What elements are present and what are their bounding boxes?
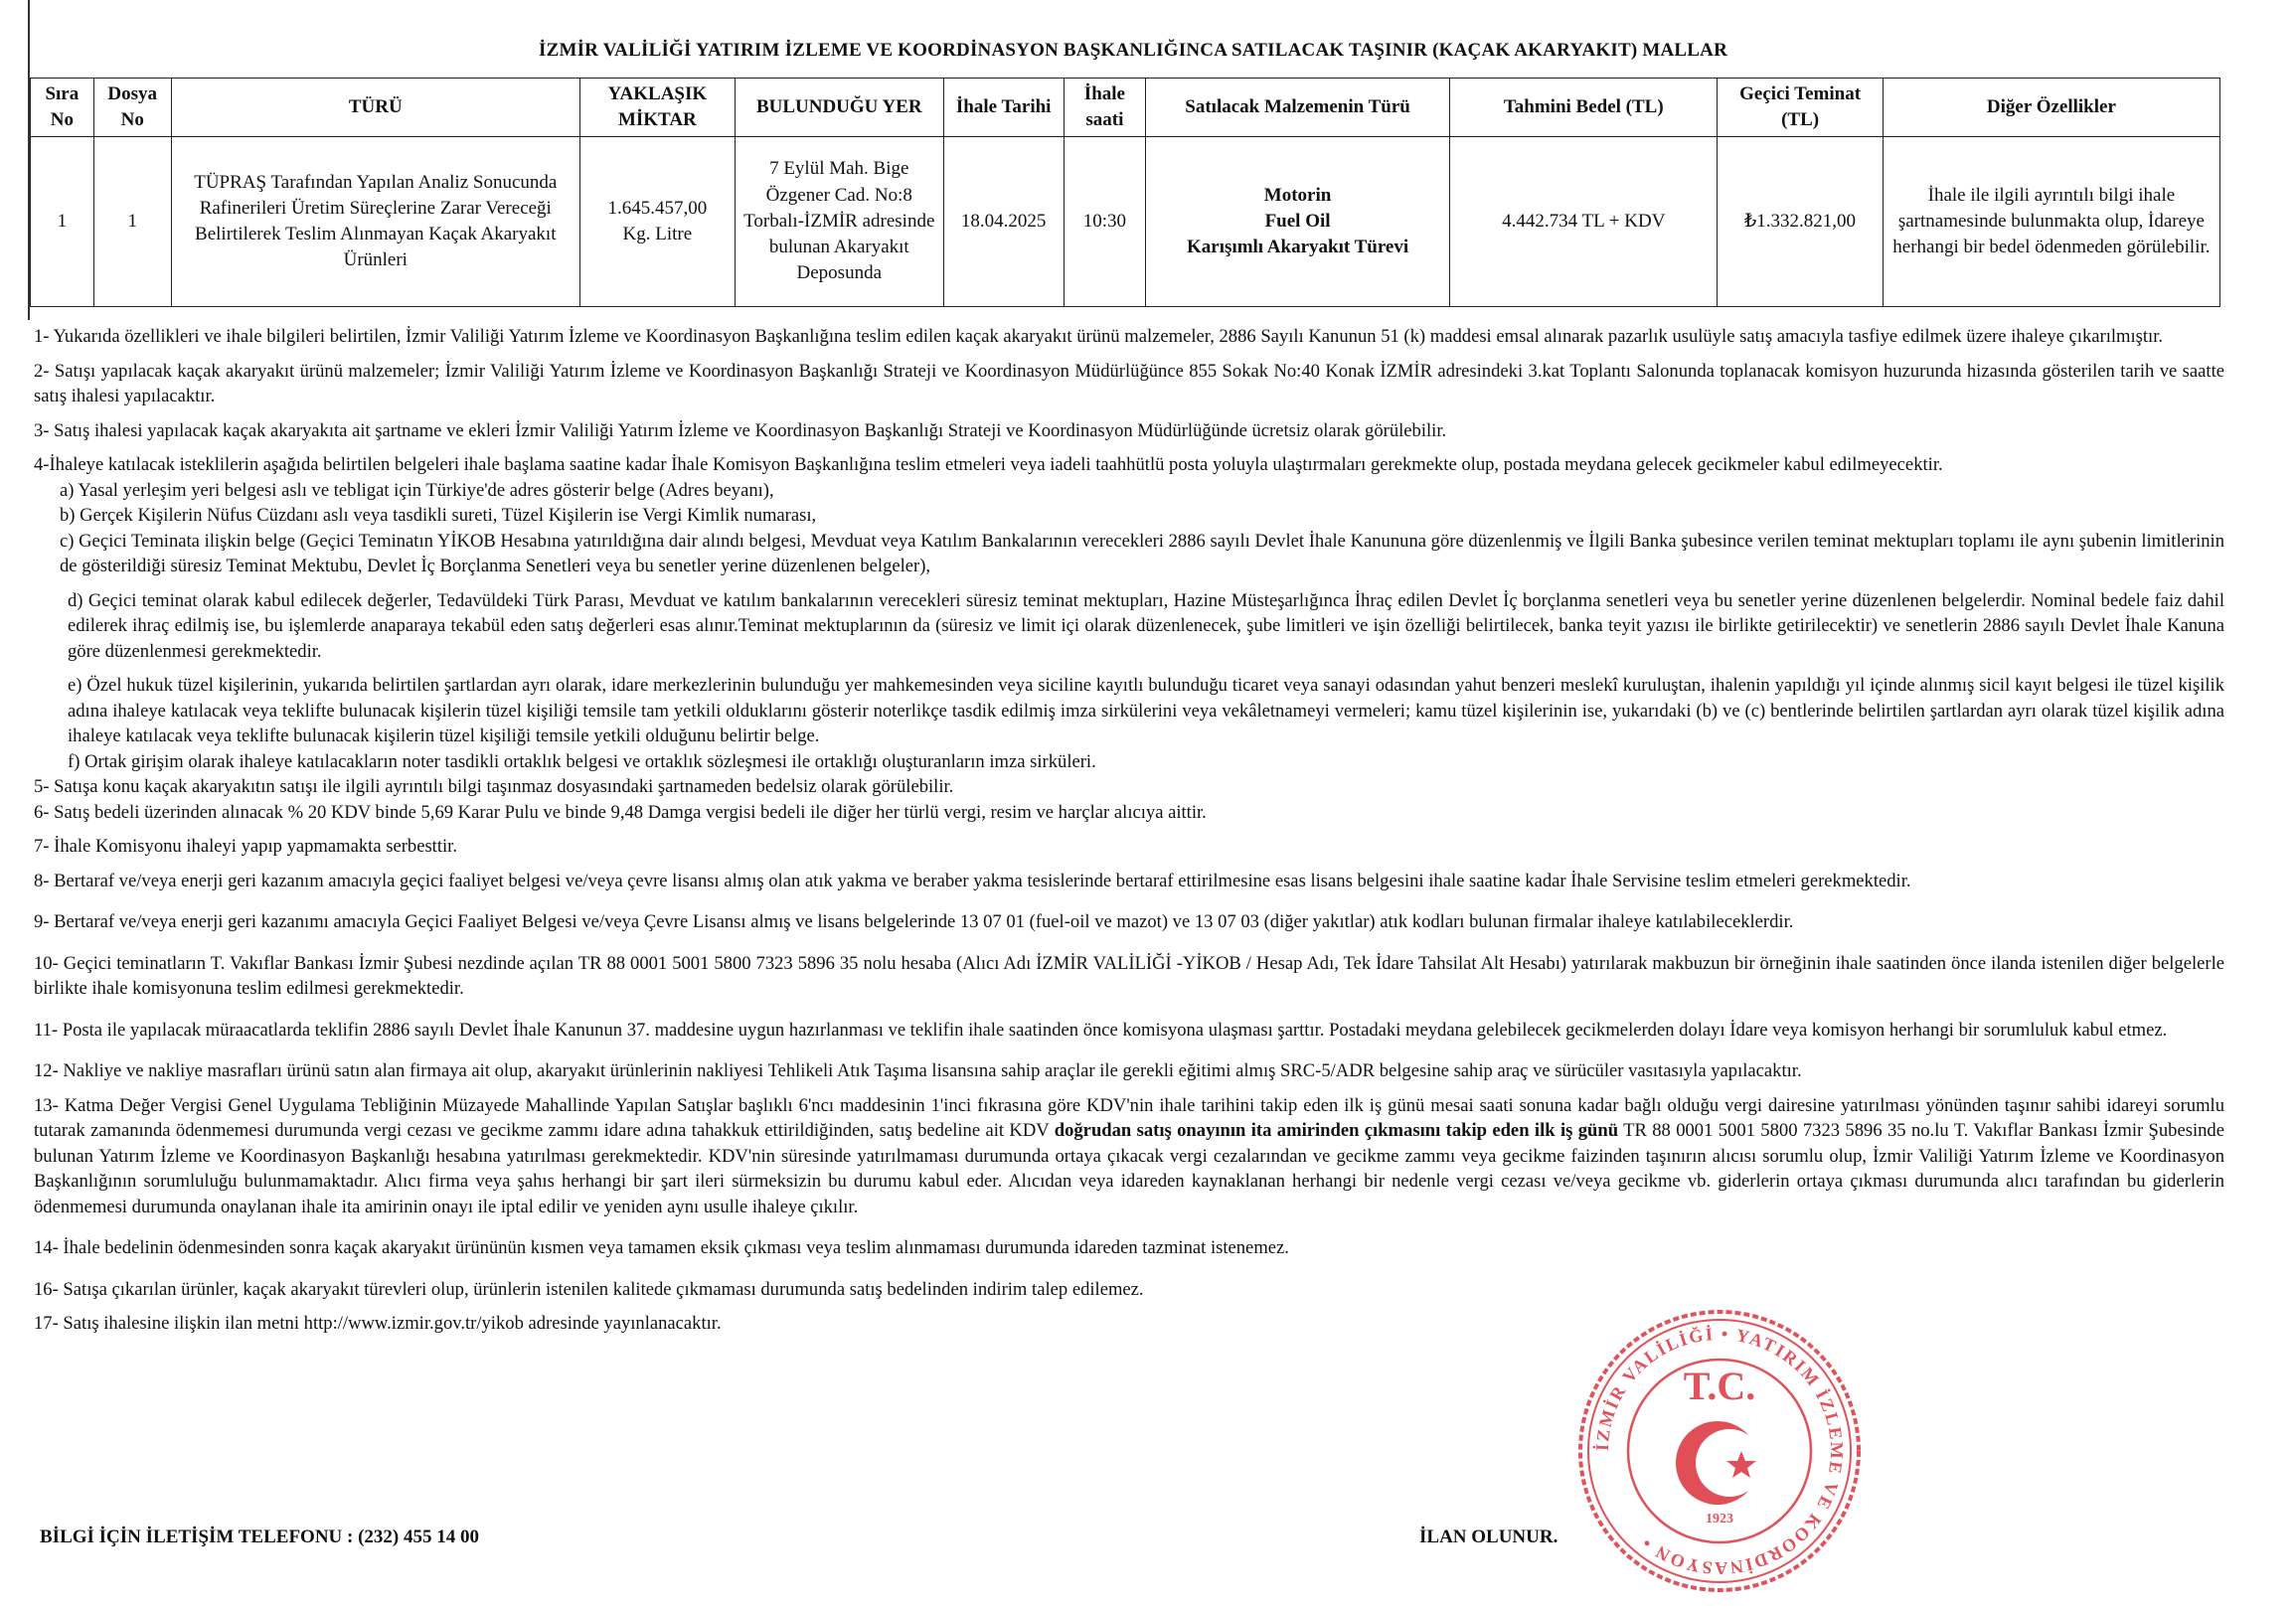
stamp-tc-text: T.C. [1683,1364,1756,1408]
crescent-star-icon [1676,1421,1763,1505]
table-header-row [31,79,2220,137]
item-4e: e) Özel hukuk tüzel kişilerinin, yukarıda belirtilen şartlardan ayrı olarak, idare merkezlerinin bulunduğu yer mahkemesinden veya siciline kayıtlı bulunduğu ticaret veya sanayi odasından yahut benzeri meslekî kuruluştan, ihalenin yapıldığı yıl içinde alınmış sicil kayıt belgesi ile tüzel kişilik adına ihaleye katılacak veya teklifte bulunacak kişilerin tüzel kişiliği temsile tam yetkili olduklarını gösterir noterlikçe tasdik edilmiş imza sirkülerini veya vekâletnameyi vermeleri; kamu tüzel kişilerinin ise, yukarıdaki (b) ve (c) bentlerinde belirtilen şartlardan ayrı olarak tüzel kişilik adına ihaleye katılacak veya teklifte bulunacak kişilerin tüzel kişiliği temsile yetkili olduğunu belirtir belge. [68,675,2224,746]
miktar-unit: Kg. Litre [622,224,693,244]
cell-teminat: ₺1.332.821,00 [1718,137,1883,307]
item-8: 8- Bertaraf ve/veya enerji geri kazanım amacıyla geçici faaliyet belgesi ve/veya çevre lisansı almış olan atık yakma ve beraber yakma tesislerinde bertaraf ettirilmesine esas lisans belgesini ihale saatine kadar İhale Servisine teslim etmeleri gerekmektedir. [34,870,1911,891]
auction-table [30,78,2220,307]
miktar-value: 1.645.457,00 [607,197,708,219]
cell-turu: TÜPRAŞ Tarafından Yapılan Analiz Sonucunda Rafinerileri Üretim Süreçlerine Zarar Vereceği Belirtilerek Teslim Alınmayan Kaçak Akaryakıt Ürünleri [171,137,579,307]
item-5: 5- Satışa konu kaçak akaryakıtın satışı ile ilgili ayrıntılı bilgi taşınmaz dosyasındaki şartnameden bedelsiz olarak görülebilir. [34,776,954,797]
item-13-part-a: 13- Katma Değer Vergisi Genel Uygulama Tebliğinin Müzayede Mahallinde Yapılan Satışlar başlıklı 6'ncı maddesinin 1'inci fıkrasına göre KDV'nin ihale tarihini takip eden ilk iş günü mesai saati sonuna kadar bağlı olduğu vergi dairesine yatırılması yönünden taşınır sahibi idareyi sorumlu tutarak zamanında ödenmemesi durumunda vergi cezası ve gecikme zammı idare adına tahakkuk ettirildiğinden, satış bedeline ait KDV [34,1094,2224,1141]
item-4d: d) Geçici teminat olarak kabul edilecek değerler, Tedavüldeki Türk Parası, Mevduat ve katılım bankalarının verecekleri süresiz teminat mektupları, Hazine Müsteşarlığınca İhraç edilen Devlet İç borçlanma senetleri veya bu senetler yerine düzenlenen belgelerdir. Nominal bedele faiz dahil edilerek ihraç edilmiş ise, bu işlemlerde anaparaya tekabül eden satış değerleri esas alınır.Teminat mektuplarının da (süresiz ve limit içi olarak düzenlenecek, şube limitleri ve işin özelliği belirtilecek, banka teyit yazısı ile birlikte getirilecektir) ve senetlerin 2886 sayılı Devlet İhale Kanuna göre düzenlenmesi gerekmektedir. [68,589,2224,662]
item-2: 2- Satışı yapılacak kaçak akaryakıt ürünü malzemeler; İzmir Valiliği Yatırım İzleme ve Koordinasyon Başkanlığı Strateji ve Koordinasyon Müdürlüğünce 855 Sokak No:40 Konak İZMİR adresindeki 3.kat Toplantı Salonunda toplanacak komisyon huzurunda hizasında gösterilen tarih ve saatte satış ihalesi yapılacaktır. [34,360,2224,406]
item-4c: c) Geçici Teminata ilişkin belge (Geçici Teminatın YİKOB Hesabına yatırıldığına dair alındı belgesi, Mevduat veya Katılım Bankalarının verecekleri 2886 sayılı Devlet İhale Kanununa göre düzenlenmiş ve İlgili Banka şubesince verilen teminat mektupları toplamı ile aynı şubenin limitlerinin de gösterildiği süresiz Teminat Mektubu, Devlet İç Borçlanma Senetleri veya bu senetler yerine düzenlenen belgeler), [60,530,2224,576]
item-12: 12- Nakliye ve nakliye masrafları ürünü satın alan firmaya ait olup, akaryakıt ürünlerinin nakliyesi Tehlikeli Atık Taşıma lisansına sahip araçlar ile gerekli eğitimi almış SRC-5/ADR belgesine sahip araç ve sürücüler vasıtasıyla yapılacaktır. [34,1060,1802,1081]
item-10: 10- Geçici teminatların T. Vakıflar Bankası İzmir Şubesi nezdinde açılan TR 88 0001 5001 5800 7323 5896 35 nolu hesaba (Alıcı Adı İZMİR VALİLİĞİ -YİKOB / Hesap Adı, Tek İdare Tahsilat Alt Hesabı) yatırılarak makbuzun bir örneğinin ihale saatinden önce ilanda istenilen diğer belgelerle birlikte ihale komisyonuna teslim edilmesi gerekmektedir. [34,952,2224,999]
header-yer: BULUNDUĞU YER [735,79,943,137]
item-4: 4-İhaleye katılacak isteklilerin aşağıda belirtilen belgeleri ihale başlama saatine kadar İhale Komisyon Başkanlığına teslim etmeleri veya iadeli taahhütlü posta yoluyla ulaştırmaları gerekmekte olup, postada meydana gelecek gecikmeler kabul edilmeyecektir. [34,454,1943,475]
stamp-year-text: 1923 [1706,1512,1733,1527]
cell-saat: 10:30 [1064,137,1145,307]
contact-phone: BİLGİ İÇİN İLETİŞİM TELEFONU : (232) 455 14 00 [40,1527,480,1547]
conditions-text [34,324,2224,1346]
ilan-olunur: İLAN OLUNUR. [1419,1527,1558,1547]
header-tarih: İhale Tarihi [943,79,1064,137]
item-9: 9- Bertaraf ve/veya enerji geri kazanımı amacıyla Geçici Faaliyet Belgesi ve/veya Çevre Lisansı almış ve lisans belgelerinde 13 07 01 (fuel-oil ve mazot) ve 13 07 03 (diğer yakıtlar) atık kodları bulunan firmalar ihaleye katılabileceklerdir. [34,911,1794,932]
cell-malzeme [1145,137,1449,307]
cell-tarih: 18.04.2025 [943,137,1064,307]
cell-sira: 1 [31,137,94,307]
cell-diger: İhale ile ilgili ayrıntılı bilgi ihale şartnamesinde bulunmakta olup, İdareye herhangi bir bedel ödenmeden görülebilir. [1883,137,2219,307]
header-turu: TÜRÜ [171,79,579,137]
item-16: 16- Satışa çıkarılan ürünler, kaçak akaryakıt türevleri olup, ürünlerin istenilen kalitede çıkmaması durumunda satış bedelinden indirim talep edilemez. [34,1278,1144,1300]
item-13 [34,1093,2224,1220]
item-7: 7- İhale Komisyonu ihaleyi yapıp yapmamakta serbesttir. [34,836,457,857]
item-17: 17- Satış ihalesine ilişkin ilan metni http://www.izmir.gov.tr/yikob adresinde yayınlanacaktır. [34,1313,722,1334]
item-3: 3- Satış ihalesi yapılacak kaçak akaryakıta ait şartname ve ekleri İzmir Valiliği Yatırım İzleme ve Koordinasyon Başkanlığı Strateji ve Koordinasyon Müdürlüğünde ücretsiz olarak görülebilir. [34,419,1447,441]
cell-dosya: 1 [93,137,171,307]
header-sira: Sıra No [31,79,94,137]
header-teminat: Geçici Teminat (TL) [1718,79,1883,137]
header-diger: Diğer Özellikler [1883,79,2219,137]
official-seal-stamp [1570,1302,1869,1600]
cell-bedel: 4.442.734 TL + KDV [1450,137,1718,307]
malzeme-motorin: Motorin [1263,184,1332,206]
header-dosya: Dosya No [93,79,171,137]
table-row [31,137,2220,307]
item-14: 14- İhale bedelinin ödenmesinden sonra kaçak akaryakıt ürününün kısmen veya tamamen eksik çıkması veya teslim alınmaması durumunda idareden tazminat istenemez. [34,1237,1289,1258]
malzeme-karisimli: Karışımlı Akaryakıt Türevi [1187,237,1409,258]
item-13-part-c: TR 88 0001 5001 5800 7323 5896 35 no.lu T. Vakıflar Bankası İzmir Şubesinde bulunan Yatırım İzleme ve Koordinasyon Başkanlığı hesabına yatırılması gerekmektedir. KDV'nin süresinde yatırılmaması durumunda ortaya çıkacak vergi cezalarından ve gecikme zammı veya gecikme faizinden taşınırın alıcısı sorumlu olup, İzmir Valiliği Yatırım İzleme ve Koordinasyon Başkanlığının sorumluluğu bulunmamaktadır. Alıcı firma veya şahıs herhangi bir şart ileri sürmeksizin bu durumu kabul eder. Alıcıdan veya idareden kaynaklanan herhangi bir nedenle vergi cezası ve/veya gecikme vb. giderlerin ortaya çıkması durumunda alıcı tarafından bu giderlerin ödenmemesi durumunda onaylanan ihale ita amirinin onayı ile iptal edilir ve yeniden aynı usulle ihaleye çıkılır. [34,1120,2224,1217]
item-13-bold: doğrudan satış onayının ita amirinden çıkmasını takip eden ilk iş günü [1054,1120,1619,1141]
header-bedel: Tahmini Bedel (TL) [1450,79,1718,137]
cell-miktar [579,137,735,307]
header-miktar: YAKLAŞIK MİKTAR [579,79,735,137]
malzeme-fuel-oil: Fuel Oil [1264,210,1331,232]
header-malzeme: Satılacak Malzemenin Türü [1145,79,1449,137]
item-4b: b) Gerçek Kişilerin Nüfus Cüzdanı aslı veya tasdikli sureti, Tüzel Kişilerin ise Vergi Kimlik numarası, [60,505,817,526]
item-11: 11- Posta ile yapılacak müraacatlarda teklifin 2886 sayılı Devlet İhale Kanunun 37. maddesine uygun hazırlanması ve teklifin ihale saatinden önce komisyona ulaşması şarttır. Postadaki meydana gelebilecek gecikmelerden dolayı İdare veya komisyon herhangi bir sorumluluk kabul etmez. [34,1019,2168,1041]
item-4a: a) Yasal yerleşim yeri belgesi aslı ve tebligat için Türkiye'de adres gösterir belge (Adres beyanı), [60,479,774,501]
item-6: 6- Satış bedeli üzerinden alınacak % 20 KDV binde 5,69 Karar Pulu ve binde 9,48 Damga vergisi bedeli ile diğer her türlü vergi, resim ve harçlar alıcıya aittir. [34,801,1207,823]
header-saat: İhale saati [1064,79,1145,137]
item-4f: f) Ortak girişim olarak ihaleye katılacakların noter tasdikli ortaklık belgesi ve ortaklık sözleşmesi ile ortaklığı oluşturanların imza sirküleri. [68,750,1096,772]
stamp-ring-text: İZMİR VALİLİĞİ • YATIRIM İZLEME VE KOORDİNASYON • [1591,1323,1848,1579]
document-title: İZMİR VALİLİĞİ YATIRIM İZLEME VE KOORDİNASYON BAŞKANLIĞINCA SATILACAK TAŞINIR (KAÇAK AKARYAKIT) MALLAR [538,40,1727,61]
item-1: 1- Yukarıda özellikleri ve ihale bilgileri belirtilen, İzmir Valiliği Yatırım İzleme ve Koordinasyon Başkanlığına teslim edilen kaçak akaryakıt ürünü malzemeler, 2886 Sayılı Kanunun 51 (k) maddesi emsal alınarak pazarlık usulüyle satış amacıyla tasfiye edilmek üzere ihaleye çıkarılmıştır. [34,326,2164,347]
cell-yer: 7 Eylül Mah. Bige Özgener Cad. No:8 Torbalı-İZMİR adresinde bulunan Akaryakıt Deposunda [735,137,943,307]
